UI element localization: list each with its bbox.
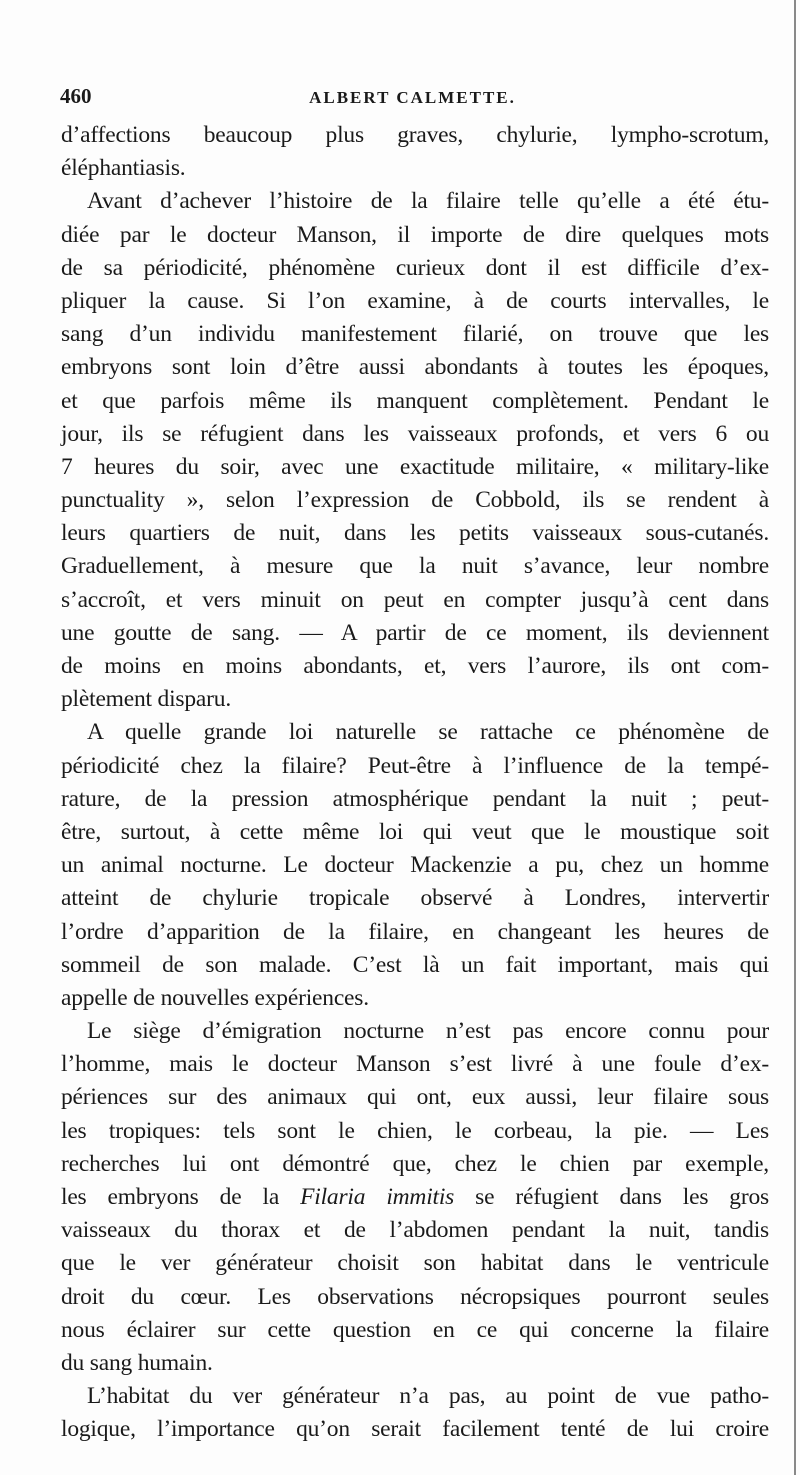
- text-line: être, surtout, à cette même loi qui veut que le moustique soit: [61, 818, 769, 845]
- text-line: que le ver générateur choisit son habitat dans le ventricule: [61, 1250, 769, 1277]
- text-line: l’ordre d’apparition de la filaire, en changeant les heures de: [61, 918, 769, 945]
- text-line: un animal nocturne. Le docteur Mackenzie a pu, chez un homme: [61, 852, 769, 879]
- text-line: périodicité chez la filaire? Peut-être à l’influence de la tempé-: [61, 752, 769, 779]
- text-line: jour, ils se réfugient dans les vaisseaux profonds, et vers 6 ou: [61, 420, 769, 447]
- body-text: [61, 119, 769, 1447]
- text-line: Le siège d’émigration nocturne n’est pas encore connu pour: [87, 1018, 769, 1045]
- text-line: l’homme, mais le docteur Manson s’est livré à une foule d’ex-: [61, 1051, 769, 1078]
- text-line: de sa périodicité, phénomène curieux dont il est difficile d’ex-: [61, 254, 769, 281]
- text-line: 7 heures du soir, avec une exactitude militaire, « military-like: [61, 453, 769, 480]
- text-line: éléphantiasis.: [61, 155, 186, 182]
- text-line: Avant d’achever l’histoire de la filaire telle qu’elle a été étu-: [87, 188, 769, 215]
- text-line: sang d’un individu manifestement filarié, on trouve que les: [61, 321, 769, 348]
- page-number: 460: [60, 84, 92, 108]
- text-line: recherches lui ont démontré que, chez le chien par exemple,: [61, 1150, 769, 1177]
- running-head: ALBERT CALMETTE.: [309, 88, 516, 107]
- text-line: Graduellement, à mesure que la nuit s’avance, leur nombre: [61, 553, 769, 580]
- text-line: plètement disparu.: [61, 686, 231, 713]
- text-line: L’habitat du ver générateur n’a pas, au point de vue patho-: [87, 1383, 769, 1410]
- text-segment: se réfugient dans les gros: [454, 1184, 769, 1210]
- text-line: une goutte de sang. — A partir de ce moment, ils deviennent: [61, 619, 769, 646]
- text-line: périences sur des animaux qui ont, eux aussi, leur filaire sous: [61, 1084, 769, 1111]
- text-line: pliquer la cause. Si l’on examine, à de courts intervalles, le: [61, 287, 769, 314]
- text-line: atteint de chylurie tropicale observé à Londres, intervertir: [61, 885, 769, 912]
- text-segment: les embryons de la: [61, 1184, 301, 1210]
- text-line: droit du cœur. Les observations nécropsiques pourront seules: [61, 1283, 769, 1310]
- text-line: nous éclairer sur cette question en ce qui concerne la filaire: [61, 1316, 769, 1343]
- text-line: logique, l’importance qu’on serait facilement tenté de lui croire: [61, 1416, 769, 1443]
- text-line: rature, de la pression atmosphérique pendant la nuit ; peut-: [61, 785, 769, 812]
- text-line: s’accroît, et vers minuit on peut en compter jusqu’à cent dans: [61, 586, 769, 613]
- text-line: de moins en moins abondants, et, vers l’aurore, ils ont com-: [61, 653, 769, 679]
- text-line: d’affections beaucoup plus graves, chylurie, lympho-scrotum,: [61, 122, 769, 148]
- text-line: appelle de nouvelles expériences.: [61, 984, 369, 1011]
- page-edge-line: [794, 0, 796, 1475]
- text-line: et que parfois même ils manquent complètement. Pendant le: [61, 387, 769, 414]
- text-line: sommeil de son malade. C’est là un fait important, mais qui: [61, 951, 769, 978]
- italic-term: Filaria immitis: [300, 1184, 455, 1210]
- text-line: A quelle grande loi naturelle se rattache ce phénomène de: [87, 719, 769, 746]
- text-line: diée par le docteur Manson, il importe de dire quelques mots: [61, 221, 769, 248]
- text-line: embryons sont loin d’être aussi abondants à toutes les époques,: [61, 354, 769, 381]
- text-line: les tropiques: tels sont le chien, le corbeau, la pie. — Les: [61, 1117, 769, 1144]
- text-line: leurs quartiers de nuit, dans les petits vaisseaux sous-cutanés.: [61, 520, 769, 547]
- text-line: du sang humain.: [61, 1349, 213, 1376]
- text-line: punctuality », selon l’expression de Cobbold, ils se rendent à: [61, 487, 769, 514]
- text-line: [61, 1181, 769, 1214]
- text-line: vaisseaux du thorax et de l’abdomen pendant la nuit, tandis: [61, 1217, 769, 1244]
- page-header: [60, 84, 765, 114]
